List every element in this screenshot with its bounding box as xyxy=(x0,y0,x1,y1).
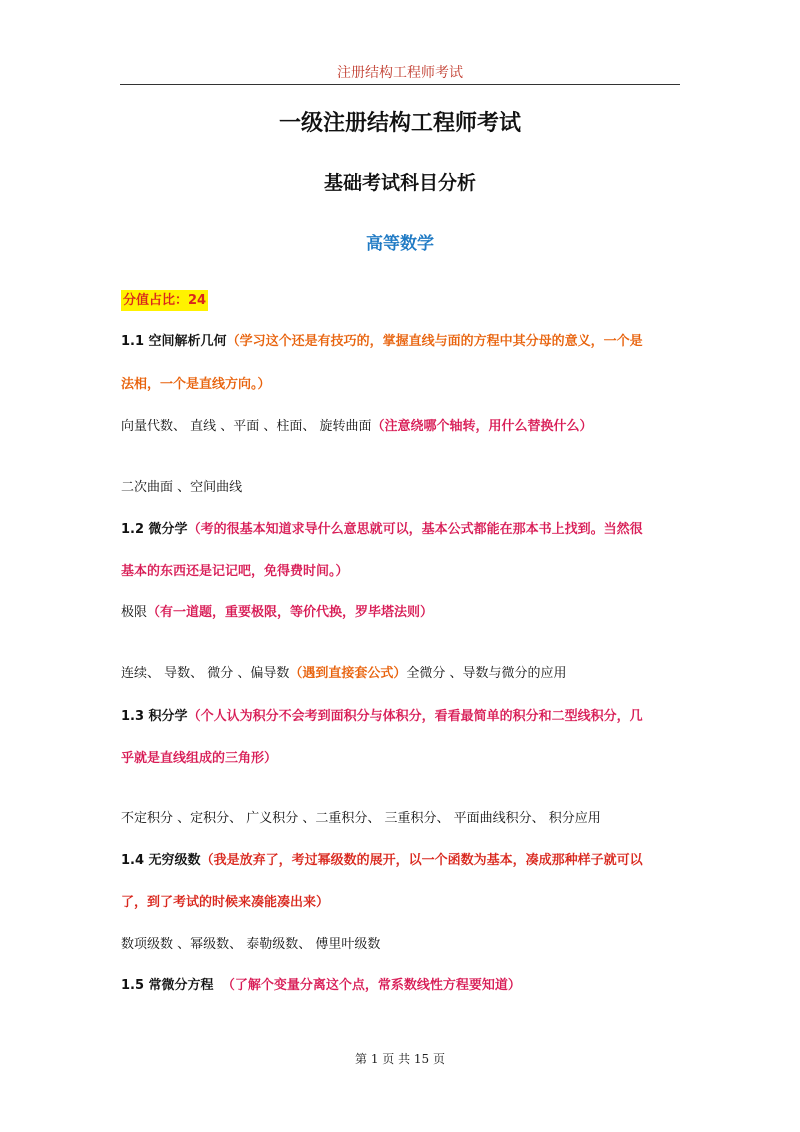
topics-vector-note: （注意绕哪个轴转，用什么替换什么） xyxy=(371,419,593,434)
topic-1-4-heading: 1.4 无穷级数 xyxy=(121,853,201,868)
topic-1-3-line-a xyxy=(121,708,691,726)
page-header: 注册结构工程师考试 xyxy=(337,65,463,81)
topic-1-2-heading: 1.2 微分学 xyxy=(121,522,188,537)
topic-1-5-heading: 1.5 常微分方程 xyxy=(121,978,214,993)
topic-1-2-line-b xyxy=(121,563,691,581)
topics-vector-line xyxy=(121,418,691,436)
limit-line xyxy=(121,604,691,622)
topic-1-2-note-cont: 基本的东西还是记记吧，免得费时间。） xyxy=(121,564,349,579)
document-subtitle: 基础考试科目分析 xyxy=(323,172,476,194)
continuity-text-cont: 全微分 、导数与微分的应用 xyxy=(406,666,567,681)
topic-1-3-heading: 1.3 积分学 xyxy=(121,709,188,724)
topic-1-1-note: （学习这个还是有技巧的，掌握直线与面的方程中其分母的意义，一个是 xyxy=(226,334,643,349)
topic-1-2-note: （考的很基本知道求导什么意思就可以，基本公式都能在那本书上找到。当然很 xyxy=(187,522,643,537)
continuity-line xyxy=(121,665,691,683)
topic-1-3-note-cont: 乎就是直线组成的三角形） xyxy=(121,751,278,766)
integral-text: 不定积分 、定积分、 广义积分 、二重积分、 三重积分、 平面曲线积分、 积分应用 xyxy=(121,811,601,826)
topics-surface-text: 二次曲面 、空间曲线 xyxy=(121,480,243,495)
topic-1-5-note: （了解个变量分离这个点，常系数线性方程要知道） xyxy=(221,978,521,993)
topic-1-1-heading: 1.1 空间解析几何 xyxy=(121,334,227,349)
page-footer: 第 1 页 共 15 页 xyxy=(355,1052,445,1066)
topics-vector-text: 向量代数、 直线 、平面 、柱面、 旋转曲面 xyxy=(121,419,372,434)
series-line xyxy=(121,936,691,954)
topic-1-4-note-cont: 了，到了考试的时候来凑能凑出来） xyxy=(121,895,330,910)
topic-1-1-note-cont: 法相，一个是直线方向。） xyxy=(121,377,271,392)
limit-text: 极限 xyxy=(121,605,148,620)
topic-1-4-note: （我是放弃了，考过幂级数的展开，以一个函数为基本，凑成那种样子就可以 xyxy=(200,853,643,868)
document-title: 一级注册结构工程师考试 xyxy=(278,111,521,136)
topic-1-3-note: （个人认为积分不会考到面积分与体积分，看看最简单的积分和二型线积分，几 xyxy=(187,709,643,724)
topic-1-1-line-b xyxy=(121,376,691,394)
topics-surface-line xyxy=(121,479,691,497)
continuity-text: 连续、 导数、 微分 、偏导数 xyxy=(121,666,290,681)
score-line xyxy=(121,292,691,310)
section-title: 高等数学 xyxy=(366,234,434,254)
topic-1-2-line-a xyxy=(121,521,691,539)
topic-1-5-line xyxy=(121,977,691,995)
limit-note: （有一道题，重要极限，等价代换，罗毕塔法则） xyxy=(147,605,434,620)
integral-line xyxy=(121,810,691,828)
header-divider xyxy=(120,84,680,85)
series-text: 数项级数 、幂级数、 泰勒级数、 傅里叶级数 xyxy=(121,937,381,952)
topic-1-4-line-b xyxy=(121,894,691,912)
topic-1-3-line-b xyxy=(121,750,691,768)
topic-1-1-line-a xyxy=(121,333,691,351)
topic-1-4-line-a xyxy=(121,852,691,870)
continuity-note: （遇到直接套公式） xyxy=(289,666,407,681)
score-highlight: 分值占比：24 xyxy=(121,290,208,311)
